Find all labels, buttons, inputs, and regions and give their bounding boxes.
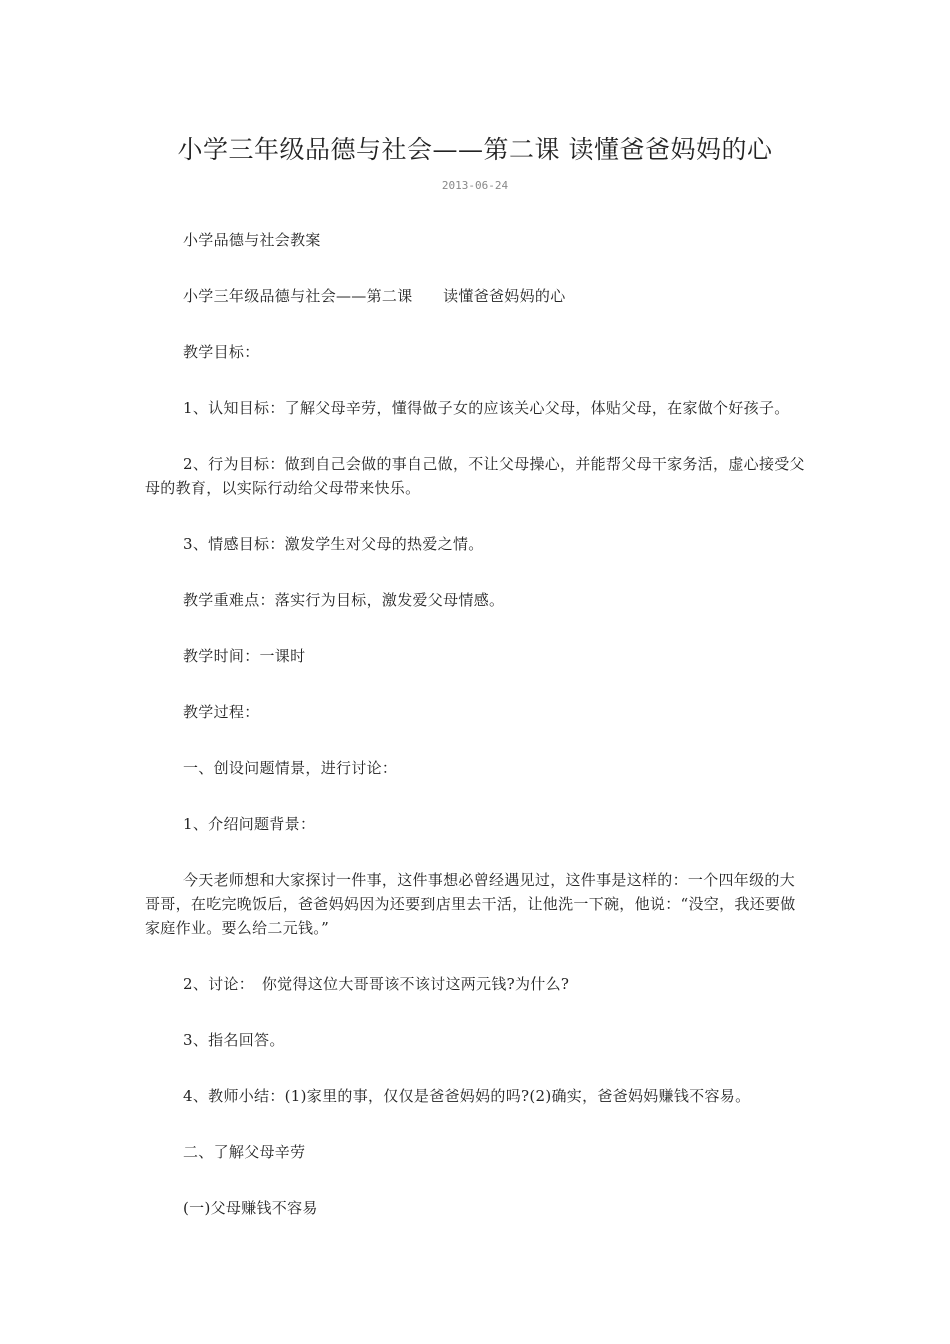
paragraph: 3、情感目标：激发学生对父母的热爱之情。 (183, 535, 484, 553)
paragraph: 3、指名回答。 (183, 1031, 285, 1049)
paragraph: 4、教师小结：(1)家里的事，仅仅是爸爸妈妈的吗?(2)确实，爸爸妈妈赚钱不容易。 (183, 1087, 751, 1105)
paragraph: 2、讨论： 你觉得这位大哥哥该不该讨这两元钱?为什么? (183, 975, 570, 993)
paragraph: 小学三年级品德与社会——第二课 读懂爸爸妈妈的心 (183, 287, 566, 305)
paragraph: 小学品德与社会教案 (183, 231, 321, 249)
paragraph: 教学目标： (183, 343, 260, 361)
paragraph: 教学过程： (183, 703, 260, 721)
paragraph: 1、介绍问题背景： (183, 815, 316, 833)
paragraph: (一)父母赚钱不容易 (183, 1199, 318, 1217)
document-body (145, 228, 810, 1252)
paragraph: 教学重难点：落实行为目标，激发爱父母情感。 (183, 591, 505, 609)
paragraph: 1、认知目标：了解父母辛劳，懂得做子女的应该关心父母，体贴父母，在家做个好孩子。 (183, 399, 790, 417)
paragraph: 二、了解父母辛劳 (183, 1143, 306, 1161)
paragraph: 教学时间：一课时 (183, 647, 306, 665)
document-date: 2013-06-24 (441, 179, 509, 192)
paragraph: 2、行为目标：做到自己会做的事自己做，不让父母操心，并能帮父母干家务活，虚心接受父母的教育，以实际行动给父母带来快乐。 (145, 455, 805, 497)
document-title: 小学三年级品德与社会——第二课 读懂爸爸妈妈的心 (177, 135, 773, 164)
paragraph: 今天老师想和大家探讨一件事，这件事想必曾经遇见过，这件事是这样的：一个四年级的大哥哥，在吃完晚饭后，爸爸妈妈因为还要到店里去干活，让他洗一下碗，他说：“没空，我还要做家庭作业。要么给二元钱。” (145, 871, 796, 937)
paragraph: 一、创设问题情景，进行讨论： (183, 759, 398, 777)
